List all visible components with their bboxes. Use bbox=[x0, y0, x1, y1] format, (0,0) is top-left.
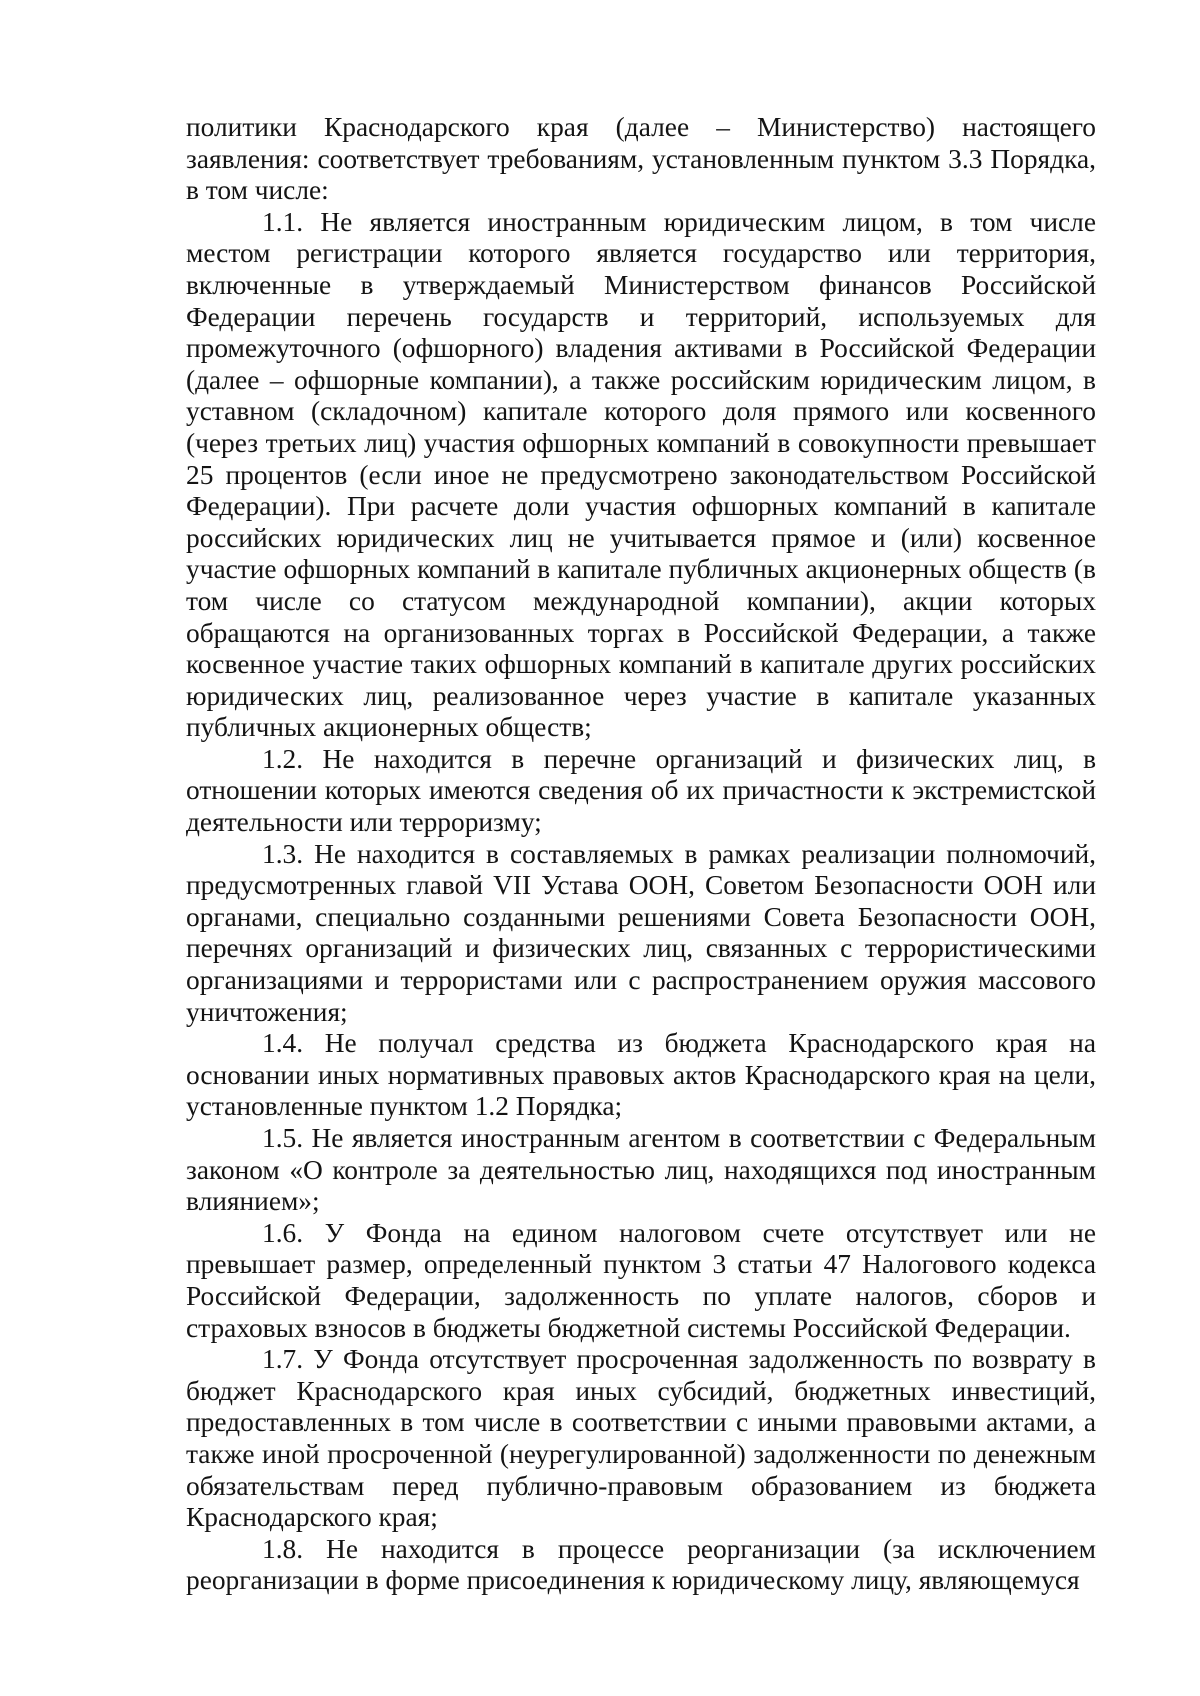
paragraph-1-4: 1.4. Не получал средства из бюджета Краснодарского края на основании иных нормативных правовых актов Краснодарского края на цели, установленные пунктом 1.2 Порядка; bbox=[186, 1028, 1096, 1122]
paragraph-1-8: 1.8. Не находится в процессе реорганизации (за исключением реорганизации в форме присоединения к юридическому лицу, являющемуся bbox=[186, 1533, 1096, 1596]
paragraph-1-2: 1.2. Не находится в перечне организаций и физических лиц, в отношении которых имеются сведения об их причастности к экстремистской деятельности или терроризму; bbox=[186, 743, 1096, 838]
intro-paragraph: политики Краснодарского края (далее – Министерство) настоящего заявления: соответствует требованиям, установленным пунктом 3.3 Порядка, в том числе: bbox=[186, 112, 1096, 206]
paragraph-1-3: 1.3. Не находится в составляемых в рамках реализации полномочий, предусмотренных главой VII Устава ООН, Советом Безопасности ООН или органами, специально созданными решениями Совета Безопасности ООН, перечнях организаций и физических лиц, связанных с террористическими организациями и террористами или с распространением оружия массового уничтожения; bbox=[186, 838, 1096, 1027]
paragraph-1-1: 1.1. Не является иностранным юридическим лицом, в том числе местом регистрации которого является государство или территория, включенные в утверждаемый Министерством финансов Российской Федерации перечень государств и территорий, используемых для промежуточного (офшорного) владения активами в Российской Федерации (далее – офшорные компании), а также российским юридическим лицом, в уставном (складочном) капитале которого доля прямого или косвенного (через третьих лиц) участия офшорных компаний в совокупности превышает 25 процентов (если иное не предусмотрено законодательством Российской Федерации). При расчете доли участия офшорных компаний в капитале российских юридических лиц не учитывается прямое и (или) косвенное участие офшорных компаний в капитале публичных акционерных обществ (в том числе со статусом международной компании), акции которых обращаются на организованных торгах в Российской Федерации, а также косвенное участие таких офшорных компаний в капитале других российских юридических лиц, реализованное через участие в капитале указанных публичных акционерных обществ; bbox=[186, 206, 1096, 743]
paragraph-1-7: 1.7. У Фонда отсутствует просроченная задолженность по возврату в бюджет Краснодарского края иных субсидий, бюджетных инвестиций, предоставленных в том числе в соответствии с иными правовыми актами, а также иной просроченной (неурегулированной) задолженности по денежным обязательствам перед публично-правовым образованием из бюджета Краснодарского края; bbox=[186, 1344, 1096, 1533]
paragraph-1-5: 1.5. Не является иностранным агентом в соответствии с Федеральным законом «О контроле за деятельностью лиц, находящихся под иностранным влиянием»; bbox=[186, 1123, 1096, 1217]
document-page bbox=[186, 112, 1096, 1597]
paragraph-1-6: 1.6. У Фонда на едином налоговом счете отсутствует или не превышает размер, определенный пунктом 3 статьи 47 Налогового кодекса Российской Федерации, задолженность по уплате налогов, сборов и страховых взносов в бюджеты бюджетной системы Российской Федерации. bbox=[186, 1217, 1096, 1343]
